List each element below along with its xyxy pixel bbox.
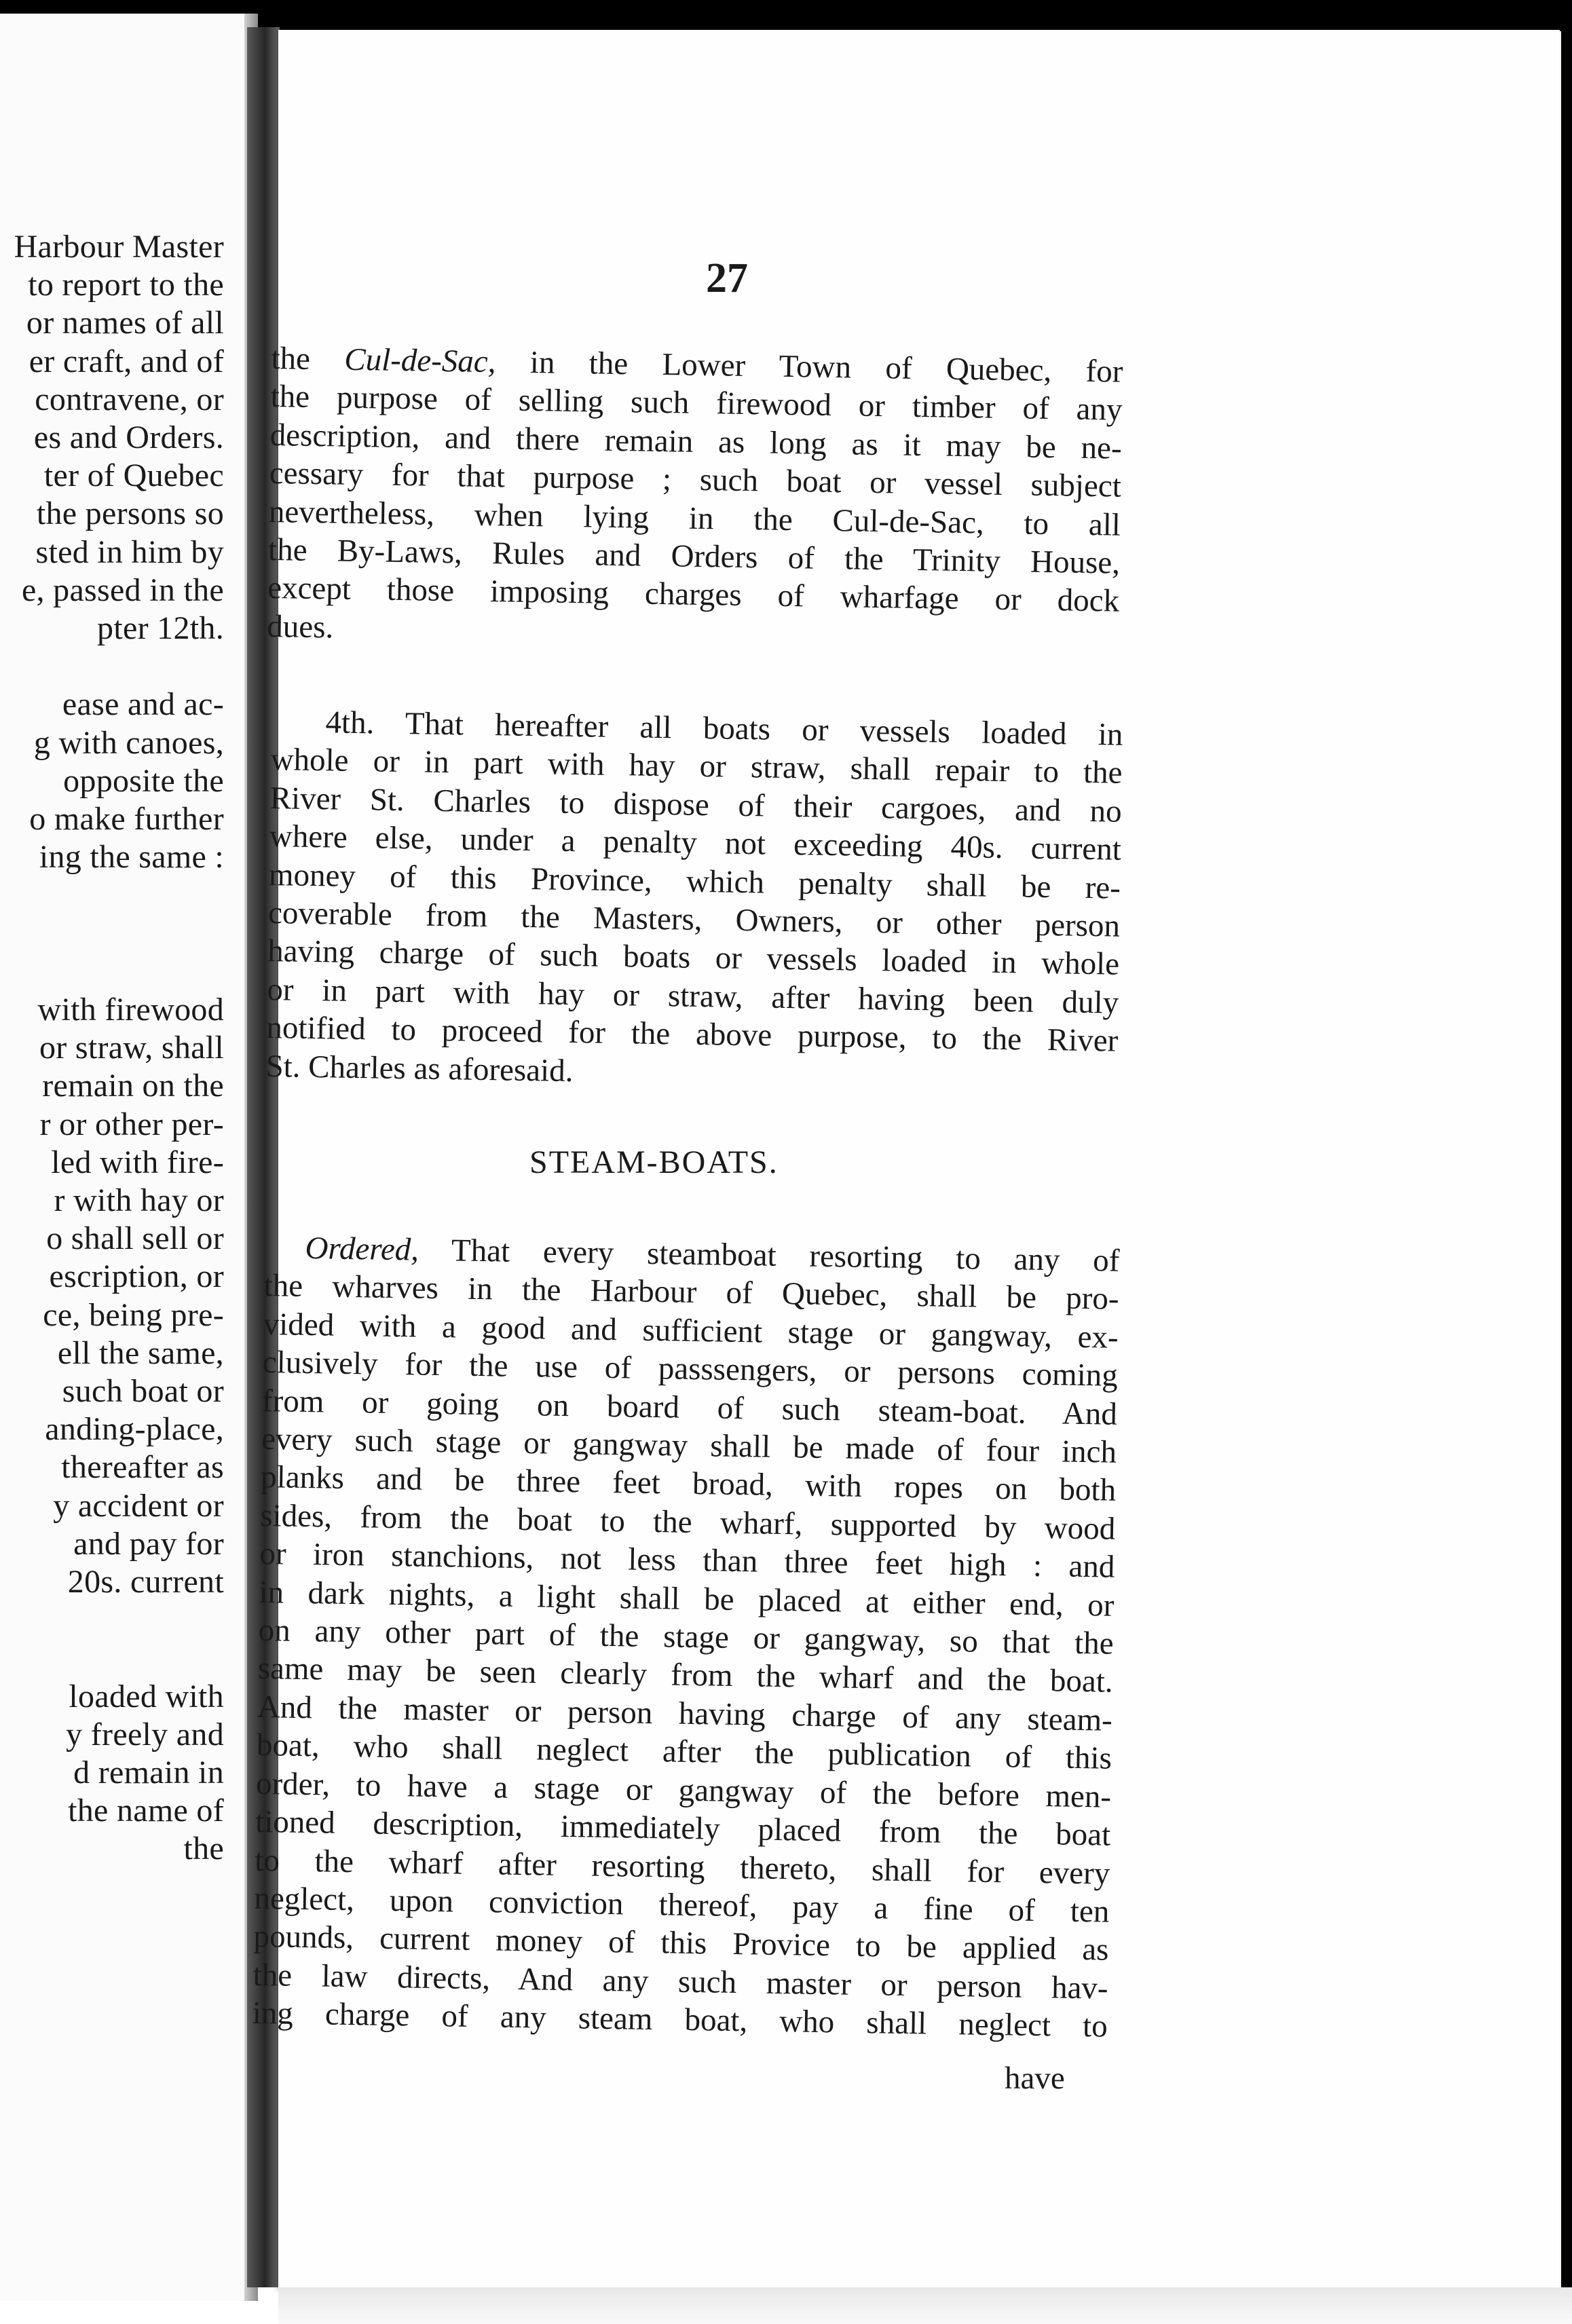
facing-page-line: g with canoes, xyxy=(33,725,224,761)
facing-page-line: with firewood xyxy=(37,992,224,1028)
paragraph-line: coverable from the Masters, Owners, or other person xyxy=(267,895,1121,944)
facing-page-line: e, passed in the xyxy=(21,572,224,608)
paragraph-line: vided with a good and sufficient stage or gangway, ex- xyxy=(263,1306,1119,1355)
paragraph-line: description, and there remain as long as it may be ne- xyxy=(269,417,1123,466)
facing-page-left xyxy=(0,14,258,2301)
facing-page-line: es and Orders. xyxy=(33,420,224,455)
facing-page-line: led with fire- xyxy=(51,1144,224,1180)
facing-page-line: pter 12th. xyxy=(97,611,224,646)
facing-page-line: remain on the xyxy=(42,1068,224,1104)
paragraph-line: St. Charles as aforesaid. xyxy=(265,1048,574,1089)
paragraph-line: the By-Laws, Rules and Orders of the Trinity House, xyxy=(267,531,1121,581)
facing-page-line: the name of xyxy=(68,1793,224,1829)
paragraph-line: pounds, current money of this Provice to be applied as xyxy=(253,1919,1109,1968)
paragraph-line: whole or in part with hay or straw, shall repair to the xyxy=(270,742,1123,791)
paragraph-line: or in part with hay or straw, after having been duly xyxy=(266,971,1119,1021)
paragraph-line: nevertheless, when lying in the Cul-de-Sac, to all xyxy=(268,493,1121,543)
facing-page-line: to report to the xyxy=(28,267,224,303)
paragraph-line: planks and be three feet broad, with ropes on both xyxy=(260,1459,1117,1509)
page-bottom-shadow xyxy=(278,2287,1572,2324)
facing-page-line: ce, being pre- xyxy=(43,1297,224,1333)
paragraph-line: notified to proceed for the above purpose, to the River xyxy=(266,1010,1119,1059)
paragraph-line: from or going on board of such steam-boat. And xyxy=(261,1383,1118,1432)
paragraph-line: tioned description, immediately placed from the boat xyxy=(255,1803,1111,1853)
paragraph-line: dues. xyxy=(266,608,334,645)
paragraph-cul-de-sac xyxy=(267,339,1123,659)
paragraph-4th-hay-straw xyxy=(265,702,1123,1099)
paragraph-line: clusively for the use of passsengers, or persons coming xyxy=(262,1345,1119,1393)
page-number: 27 xyxy=(706,255,748,301)
facing-page-line: or straw, shall xyxy=(39,1030,224,1066)
facing-page-line: the xyxy=(183,1831,224,1867)
facing-page-line: loaded with xyxy=(69,1679,224,1714)
facing-page-line: and pay for xyxy=(73,1526,224,1562)
paragraph-line: the wharves in the Harbour of Quebec, shall be pro- xyxy=(263,1268,1119,1317)
paragraph-line: the purpose of selling such firewood or timber of any xyxy=(270,379,1123,428)
paragraph-line: ing charge of any steam boat, who shall neglect to xyxy=(252,1995,1108,2044)
paragraph-line: sides, from the boat to the wharf, supported by wood xyxy=(259,1497,1116,1547)
paragraph-line: on any other part of the stage or gangway, so that the xyxy=(258,1612,1114,1662)
facing-page-line: contravene, or xyxy=(35,381,224,417)
facing-page-line: the persons so xyxy=(36,496,224,532)
paragraph-line: having charge of such boats or vessels loaded in whole xyxy=(267,933,1120,983)
paragraph-line: And the master or person having charge of any steam- xyxy=(257,1689,1113,1738)
paragraph-line: River St. Charles to dispose of their cargoes, and no xyxy=(269,780,1123,829)
paragraph-line: 4th. That hereafter all boats or vessels loaded in xyxy=(325,705,1123,753)
facing-page-line: anding-place, xyxy=(45,1412,224,1448)
paragraph-line: where else, under a penalty not exceeding 40s. current xyxy=(269,819,1122,867)
paragraph-line: every such stage or gangway shall be made of four inch xyxy=(261,1421,1117,1470)
paragraph-line: cessary for that purpose ; such boat or vessel subject xyxy=(269,455,1122,504)
paragraph-line: in dark nights, a light shall be placed at either end, or xyxy=(259,1574,1115,1624)
facing-page-line: r or other per- xyxy=(39,1106,224,1142)
paragraph-line: the Cul-de-Sac, in the Lower Town of Quebec, for xyxy=(271,340,1123,390)
section-heading-steam-boats: STEAM-BOATS. xyxy=(529,1144,779,1180)
facing-page-line: er craft, and of xyxy=(29,343,224,379)
facing-page-line: y freely and xyxy=(66,1717,224,1753)
facing-page-line: thereafter as xyxy=(61,1450,224,1486)
facing-page-line: y accident or xyxy=(53,1488,224,1524)
scan-right-border xyxy=(1561,0,1572,2324)
paragraph-line: same may be seen clearly from the wharf and the boat. xyxy=(257,1651,1114,1700)
facing-page-line: r with hay or xyxy=(54,1183,224,1218)
paragraph-line: Ordered, That every steamboat resorting to any of xyxy=(305,1230,1120,1279)
facing-page-line: o make further xyxy=(29,802,224,837)
facing-page-line: or names of all xyxy=(26,305,224,341)
facing-page-line: ing the same : xyxy=(39,840,224,876)
facing-page-line: ter of Quebec xyxy=(43,458,224,494)
facing-page-line: opposite the xyxy=(63,763,224,799)
facing-page-line: ease and ac- xyxy=(62,687,224,723)
paragraph-line: or iron stanchions, not less than three feet high : and xyxy=(259,1536,1115,1585)
facing-page-line: escription, or xyxy=(49,1259,224,1295)
paragraph-line: order, to have a stage or gangway of the before men- xyxy=(255,1765,1112,1815)
facing-page-line: d remain in xyxy=(73,1755,224,1791)
catchword: have xyxy=(1005,2061,1065,2096)
paragraph-line: money of this Province, which penalty shall be re- xyxy=(268,857,1121,906)
facing-page-line: Harbour Master xyxy=(14,229,224,265)
paragraph-line: neglect, upon conviction thereof, pay a fine of ten xyxy=(254,1880,1110,1930)
paragraph-steamboat-order xyxy=(252,1229,1119,2046)
paragraph-line: to the wharf after resorting thereto, shall for every xyxy=(254,1842,1110,1892)
facing-page-line: sted in him by xyxy=(35,534,224,570)
paragraph-line: the law directs, And any such master or person hav- xyxy=(252,1957,1108,2006)
paragraph-line: boat, who shall neglect after the publication of this xyxy=(256,1727,1112,1776)
facing-page-text xyxy=(0,14,224,1911)
facing-page-line: such boat or xyxy=(62,1374,224,1409)
facing-page-line: o shall sell or xyxy=(46,1221,224,1257)
facing-page-line: ell the same, xyxy=(57,1335,224,1371)
paragraph-line: except those imposing charges of wharfage or dock xyxy=(267,570,1120,620)
facing-page-line: 20s. current xyxy=(67,1564,224,1600)
